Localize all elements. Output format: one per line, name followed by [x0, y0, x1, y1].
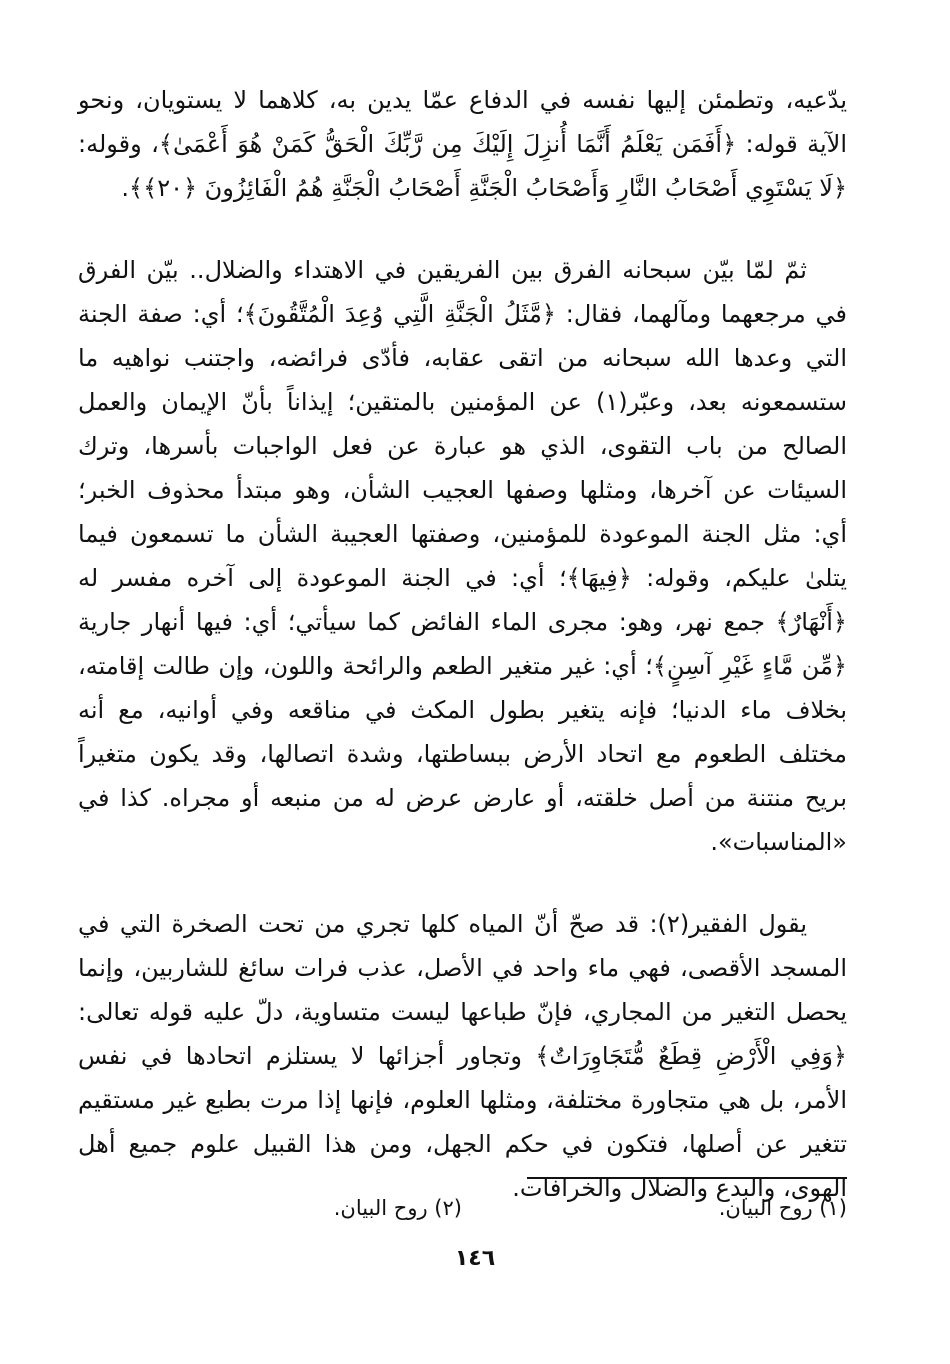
paragraph-1: يدّعيه، وتطمئن إليها نفسه في الدفاع عمّا يدين به، كلاهما لا يستويان، ونحو الآية قوله: ﴿أَفَمَن يَعْلَمُ أَنَّمَا أُنزِلَ إِلَيْكَ مِن رَّبِّكَ الْحَقُّ كَمَنْ هُوَ أَعْمَىٰ﴾، وقوله: ﴿لَا يَسْتَوِي أَصْحَابُ النَّارِ وَأَصْحَابُ الْجَنَّةِ أَصْحَابُ الْجَنَّةِ هُمُ الْفَائِزُونَ ﴿٢٠﴾﴾.: [78, 86, 847, 202]
paragraph-2: ثمّ لمّا بيّن سبحانه الفرق بين الفريقين في الاهتداء والضلال.. بيّن الفرق في مرجعهما ومآلهما، فقال: ﴿مَّثَلُ الْجَنَّةِ الَّتِي وُعِدَ الْمُتَّقُونَ﴾؛ أي: صفة الجنة التي وعدها الله سبحانه من اتقى عقابه، فأدّى فرائضه، واجتنب نواهيه ما ستسمعونه بعد، وعبّر(١) عن المؤمنين بالمتقين؛ إيذاناً بأنّ الإيمان والعمل الصالح من باب التقوى، الذي هو عبارة عن فعل الواجبات بأسرها، وترك السيئات عن آخرها، ومثلها وصفها العجيب الشأن، وهو مبتدأ محذوف الخبر؛ أي: مثل الجنة الموعودة للمؤمنين، وصفتها العجيبة الشأن ما تسمعون فيما يتلىٰ عليكم، وقوله: ﴿فِيهَا﴾؛ أي: في الجنة الموعودة إلى آخره مفسر له ﴿أَنْهَارٌ﴾ جمع نهر، وهو: مجرى الماء الفائض كما سيأتي؛ أي: فيها أنهار جارية ﴿مِّن مَّاءٍ غَيْرِ آسِنٍ﴾؛ أي: غير متغير الطعم والرائحة واللون، وإن طالت إقامته، بخلاف ماء الدنيا؛ فإنه يتغير بطول المكث في مناقعه وفي أوانيه، مع أنه مختلف الطعوم مع اتحاد الأرض ببساطتها، وشدة اتصالها، وقد يكون متغيراً بريح منتنة من أصل خلقته، أو عارض عرض له من منبعه أو مجراه. كذا في «المناسبات».: [78, 256, 847, 856]
footnote-separator: [527, 1177, 847, 1179]
footnotes: [77, 1190, 847, 1230]
page-number: ١٤٦: [454, 1246, 496, 1271]
footnote-2: (٢) روح البيان.: [333, 1196, 462, 1220]
footnote-1: (١) روح البيان.: [718, 1196, 847, 1220]
paragraph-3: يقول الفقير(٢): قد صحّ أنّ المياه كلها تجري من تحت الصخرة التي في المسجد الأقصى، فهي ماء واحد في الأصل، عذب فرات سائغ للشاربين، وإنما يحصل التغير من المجاري، فإنّ طباعها ليست متساوية، دلّ عليه قوله تعالى: ﴿وَفِي الْأَرْضِ قِطَعٌ مُّتَجَاوِرَاتٌ﴾ وتجاور أجزائها لا يستلزم اتحادها في نفس الأمر، بل هي متجاورة مختلفة، ومثلها العلوم، فإنها إذا مرت بطبع غير مستقيم تتغير عن أصلها، فتكون في حكم الجهل، ومن هذا القبيل علوم جميع أهل الهوى، والبدع والضلال والخرافات.: [78, 910, 847, 1202]
